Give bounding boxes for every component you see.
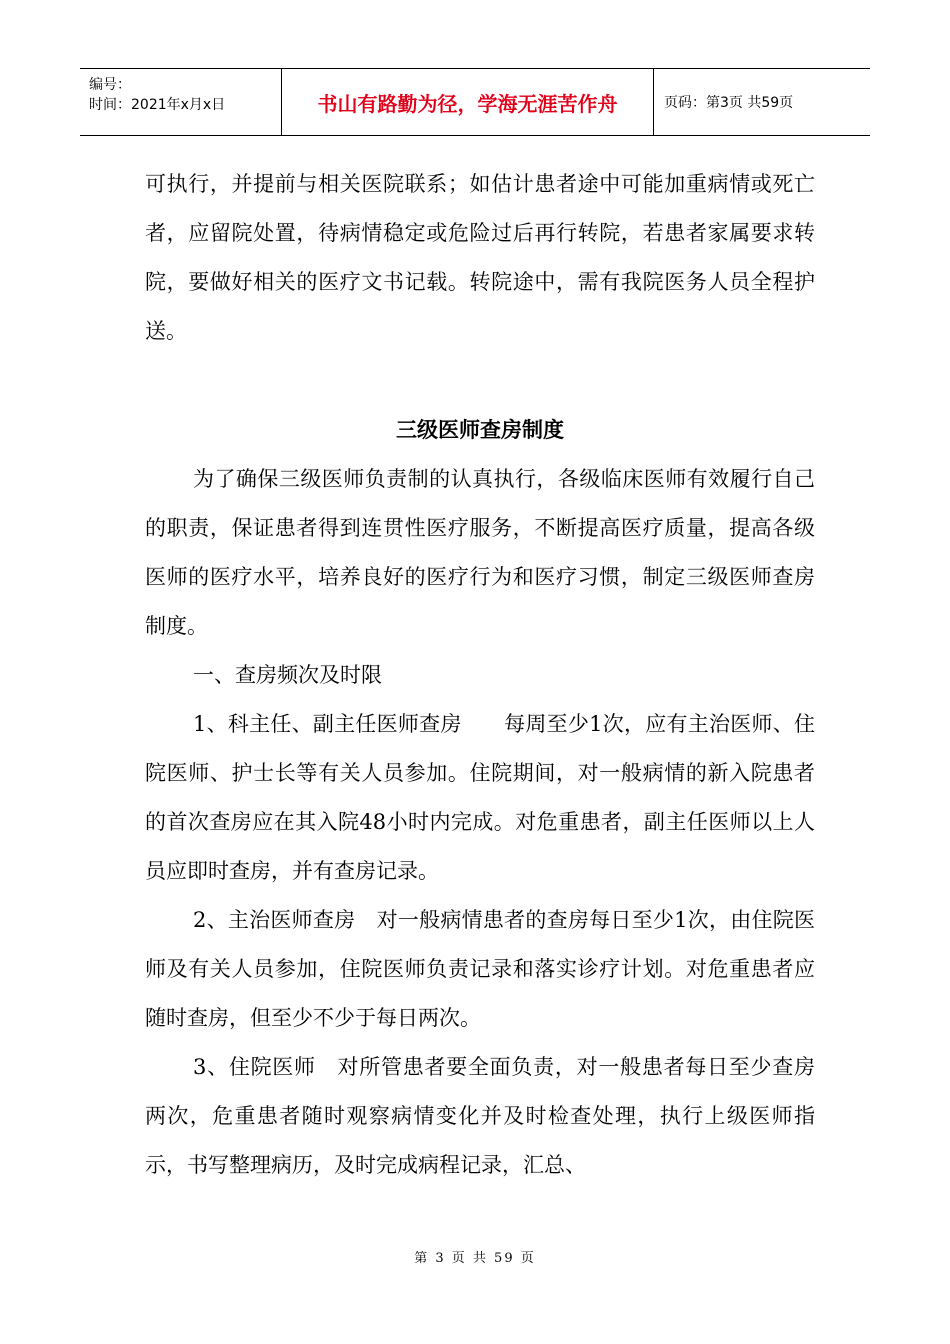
section-title: 三级医师查房制度 <box>396 418 564 442</box>
header-motto: 书山有路勤为径，学海无涯苦作舟 <box>282 69 654 135</box>
document-body <box>145 160 815 1190</box>
document-date-label: 时间：2021年x月x日 <box>89 97 226 113</box>
page-footer: 第 3 页 共 59 页 <box>414 1251 536 1266</box>
subheading-frequency: 一、查房频次及时限 <box>193 663 382 687</box>
rule-item-1: 1、科主任、副主任医师查房 每周至少1次，应有主治医师、住院医师、护士长等有关人员参加。住院期间，对一般病情的新入院患者的首次查房应在其入院48小时内完成。对危重患者，副主任医师以上人员应即时查房，并有查房记录。 <box>145 712 815 883</box>
header-page-number: 页码：第3页 共59页 <box>664 95 794 111</box>
rule-item-3: 3、住院医师 对所管患者要全面负责，对一般患者每日至少查房两次，危重患者随时观察病情变化并及时检查处理，执行上级医师指示，书写整理病历，及时完成病程记录，汇总、 <box>145 1055 815 1177</box>
page-header <box>80 68 870 136</box>
document-number-label: 编号： <box>89 77 131 93</box>
rule-item-2: 2、主治医师查房 对一般病情患者的查房每日至少1次，由住院医师及有关人员参加，住院医师负责记录和落实诊疗计划。对危重患者应随时查房，但至少不少于每日两次。 <box>145 908 815 1030</box>
header-meta <box>80 69 282 135</box>
intro-paragraph: 可执行，并提前与相关医院联系；如估计患者途中可能加重病情或死亡者，应留院处置，待病情稳定或危险过后再行转院，若患者家属要求转院，要做好相关的医疗文书记载。转院途中，需有我院医务人员全程护送。 <box>145 172 815 343</box>
purpose-paragraph: 为了确保三级医师负责制的认真执行，各级临床医师有效履行自己的职责，保证患者得到连贯性医疗服务，不断提高医疗质量，提高各级医师的医疗水平，培养良好的医疗行为和医疗习惯，制定三级医师查房制度。 <box>145 467 815 638</box>
